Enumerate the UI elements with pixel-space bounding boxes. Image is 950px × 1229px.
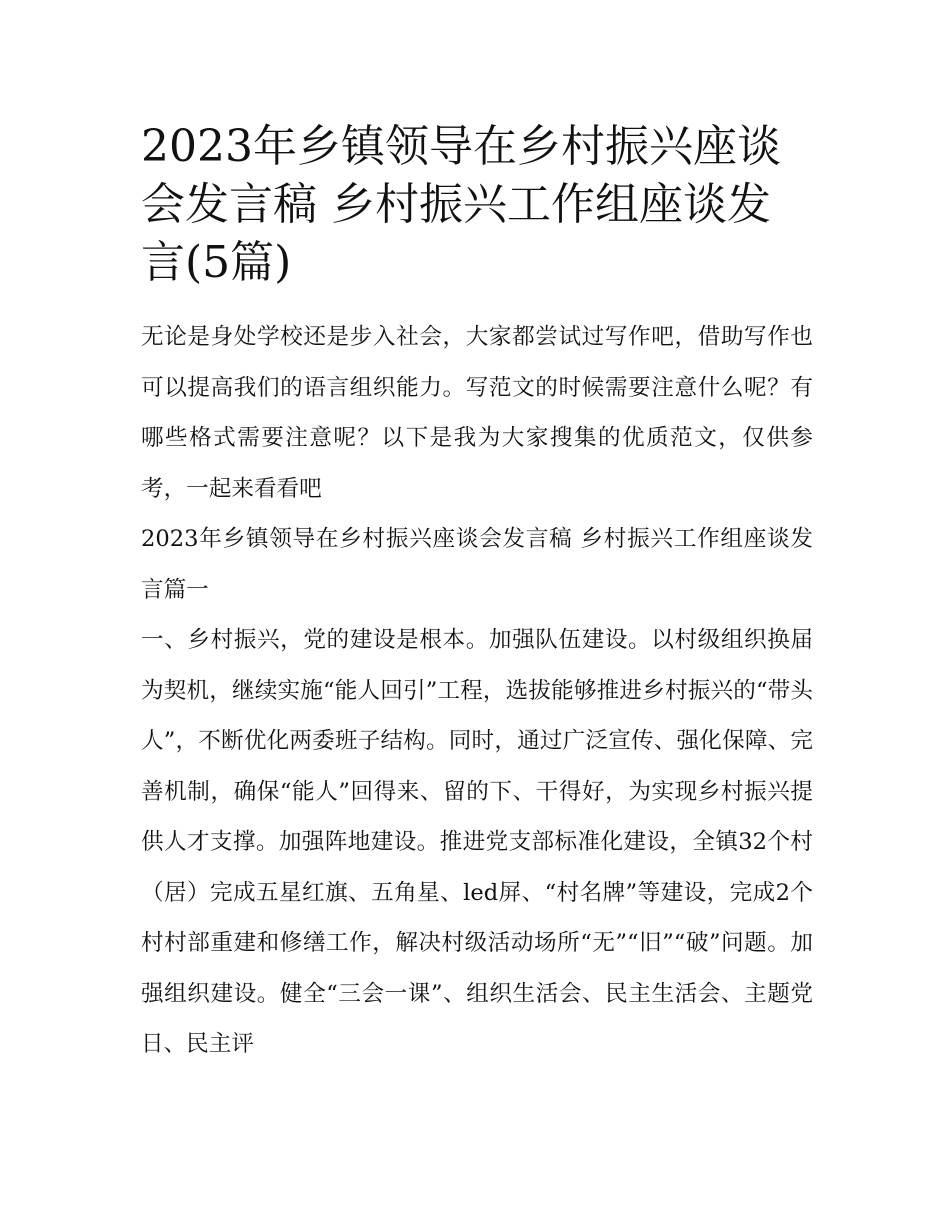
document-body xyxy=(141,312,813,1070)
body-paragraph: 一、乡村振兴，党的建设是根本。加强队伍建设。以村级组织换届为契机，继续实施“能人回引”工程，选拔能够推进乡村振兴的“带头人”，不断优化两委班子结构。同时，通过广泛宣传、强化保障、完善机制，确保“能人”回得来、留的下、干得好，为实现乡村振兴提供人才支撑。加强阵地建设。推进党支部标准化建设，全镇32个村（居）完成五星红旗、五角星、led屏、“村名牌”等建设，完成2个村村部重建和修缮工作，解决村级活动场所“无”“旧”“破”问题。加强组织建设。健全“三会一课”、组织生活会、民主生活会、主题党日、民主评 xyxy=(141,627,813,1057)
document-page xyxy=(141,118,813,1070)
document-title-text: 2023年乡镇领导在乡村振兴座谈会发言稿 乡村振兴工作组座谈发言(5篇) xyxy=(141,121,781,288)
document-title xyxy=(141,118,813,292)
intro-paragraph: 无论是身处学校还是步入社会，大家都尝试过写作吧，借助写作也可以提高我们的语言组织能力。写范文的时候需要注意什么呢？有哪些格式需要注意呢？以下是我为大家搜集的优质范文，仅供参考，一起来看看吧 xyxy=(141,324,813,502)
section-heading: 2023年乡镇领导在乡村振兴座谈会发言稿 乡村振兴工作组座谈发言篇一 xyxy=(141,526,813,603)
